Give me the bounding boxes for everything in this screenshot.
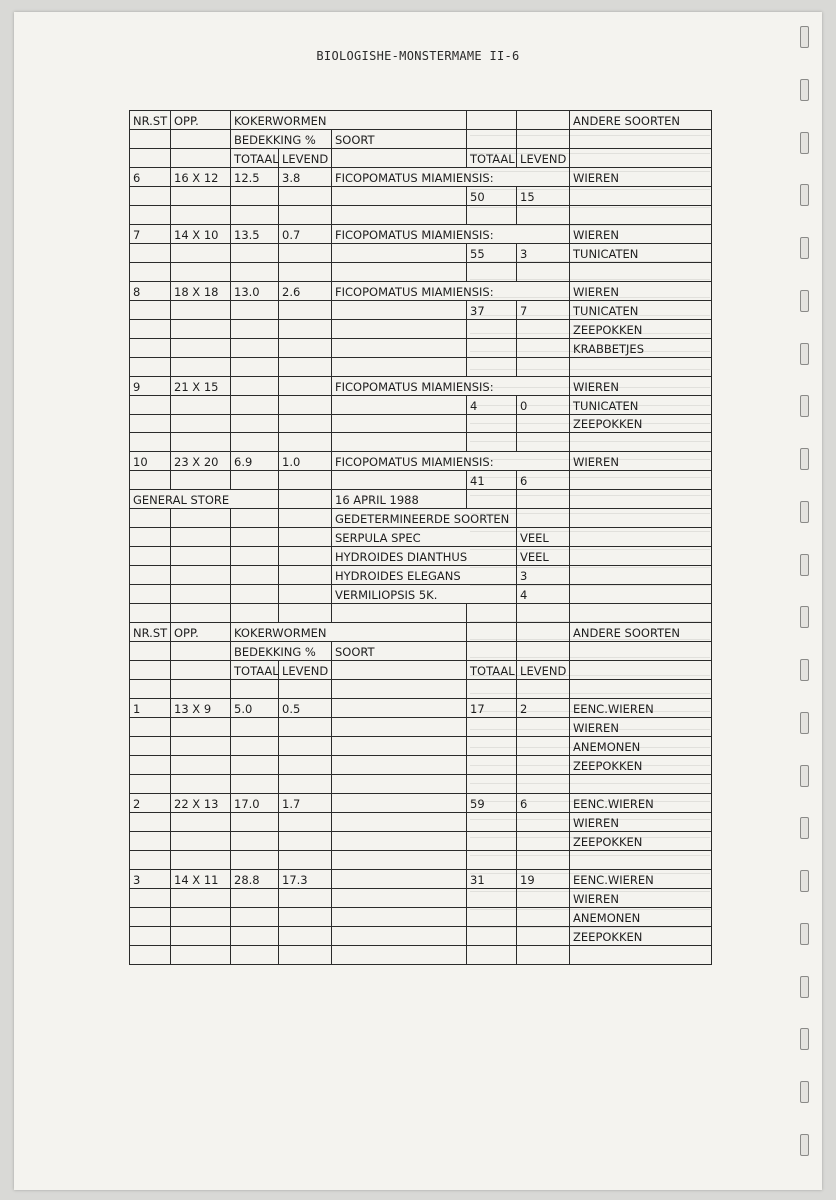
- soort-name: FICOPOMATUS MIAMIENSIS:: [332, 452, 570, 471]
- header-totaal: TOTAAL: [231, 661, 279, 680]
- station-nr: 3: [130, 869, 171, 888]
- header-levend: LEVEND: [279, 148, 332, 167]
- table-row: [130, 243, 712, 262]
- count-levend: 7: [517, 300, 570, 319]
- station-opp: 14 X 11: [171, 869, 231, 888]
- binder-holes: [800, 26, 814, 1156]
- andere-soort: EENC.WIEREN: [570, 869, 712, 888]
- andere-soort: ZEEPOKKEN: [570, 319, 712, 338]
- table-row: [130, 224, 712, 243]
- table-row: [130, 490, 712, 509]
- table-row: [130, 338, 712, 357]
- table-row: [130, 262, 712, 281]
- andere-soort: ZEEPOKKEN: [570, 755, 712, 774]
- table-row: [130, 528, 712, 547]
- table-row: [130, 774, 712, 793]
- station-opp: 16 X 12: [171, 167, 231, 186]
- bedekking-totaal: 13.5: [231, 224, 279, 243]
- andere-soort: WIEREN: [570, 888, 712, 907]
- count-levend: 0: [517, 395, 570, 414]
- table-row: [130, 812, 712, 831]
- species-name: HYDROIDES DIANTHUS: [332, 547, 517, 566]
- station-nr: 9: [130, 376, 171, 395]
- bedekking-levend: 2.6: [279, 281, 332, 300]
- count-totaal: 55: [467, 243, 517, 262]
- count-totaal: 50: [467, 186, 517, 205]
- table-row: [130, 926, 712, 945]
- count-levend: 2: [517, 699, 570, 718]
- bedekking-totaal: 6.9: [231, 452, 279, 471]
- station-opp: 13 X 9: [171, 699, 231, 718]
- table-row: [130, 414, 712, 433]
- andere-soort: WIEREN: [570, 452, 712, 471]
- table-row: [130, 319, 712, 338]
- andere-soort: ANEMONEN: [570, 907, 712, 926]
- page-title: BIOLOGISHE-MONSTERMAME II-6: [316, 49, 520, 63]
- table-row: [130, 585, 712, 604]
- species-count: VEEL: [517, 528, 570, 547]
- count-totaal: 31: [467, 869, 517, 888]
- station-nr: 7: [130, 224, 171, 243]
- table-row: [130, 793, 712, 812]
- header-nr-st: NR.ST: [130, 623, 171, 642]
- andere-soort: WIEREN: [570, 281, 712, 300]
- bedekking-levend: 1.7: [279, 793, 332, 812]
- andere-soort: TUNICATEN: [570, 243, 712, 262]
- andere-soort: WIEREN: [570, 718, 712, 737]
- station-nr: 2: [130, 793, 171, 812]
- bedekking-totaal: 28.8: [231, 869, 279, 888]
- table-row: [130, 718, 712, 737]
- header-levend: LEVEND: [517, 661, 570, 680]
- andere-soort: WIEREN: [570, 167, 712, 186]
- header-soort: SOORT: [332, 129, 467, 148]
- bedekking-levend: 0.5: [279, 699, 332, 718]
- species-count: 3: [517, 566, 570, 585]
- species-count: VEEL: [517, 547, 570, 566]
- station-opp: 22 X 13: [171, 793, 231, 812]
- bedekking-levend: 17.3: [279, 869, 332, 888]
- header-totaal: TOTAAL: [467, 661, 517, 680]
- table-row: [130, 831, 712, 850]
- species-name: VERMILIOPSIS 5K.: [332, 585, 517, 604]
- species-count: 4: [517, 585, 570, 604]
- bedekking-levend: 3.8: [279, 167, 332, 186]
- general-store-label: GENERAL STORE: [130, 490, 279, 509]
- station-nr: 8: [130, 281, 171, 300]
- table-row: [130, 205, 712, 224]
- table-row: [130, 736, 712, 755]
- header-totaal: TOTAAL: [231, 148, 279, 167]
- count-levend: 19: [517, 869, 570, 888]
- station-opp: 14 X 10: [171, 224, 231, 243]
- bedekking-totaal: 17.0: [231, 793, 279, 812]
- andere-soort: ZEEPOKKEN: [570, 831, 712, 850]
- andere-soort: ZEEPOKKEN: [570, 414, 712, 433]
- andere-soort: TUNICATEN: [570, 395, 712, 414]
- andere-soort: ANEMONEN: [570, 736, 712, 755]
- table-row: [130, 376, 712, 395]
- header-levend: LEVEND: [279, 661, 332, 680]
- count-levend: 3: [517, 243, 570, 262]
- andere-soort: EENC.WIEREN: [570, 793, 712, 812]
- header-soort: SOORT: [332, 642, 467, 661]
- table-row: [130, 566, 712, 585]
- table-row: [130, 509, 712, 528]
- station-nr: 6: [130, 167, 171, 186]
- table-row: [130, 623, 712, 642]
- header-totaal: TOTAAL: [467, 148, 517, 167]
- table-row: [130, 755, 712, 774]
- count-totaal: 59: [467, 793, 517, 812]
- general-store-date: 16 APRIL 1988: [332, 490, 467, 509]
- andere-soort: TUNICATEN: [570, 300, 712, 319]
- bedekking-levend: 1.0: [279, 452, 332, 471]
- soort-name: FICOPOMATUS MIAMIENSIS:: [332, 376, 570, 395]
- count-levend: 6: [517, 471, 570, 490]
- table-row: [130, 111, 712, 130]
- table-row: [130, 281, 712, 300]
- count-levend: 15: [517, 186, 570, 205]
- soort-name: FICOPOMATUS MIAMIENSIS:: [332, 167, 570, 186]
- header-kokerwormen: KOKERWORMEN: [231, 111, 467, 130]
- table-row: [130, 699, 712, 718]
- bedekking-totaal: 12.5: [231, 167, 279, 186]
- table-row: [130, 888, 712, 907]
- station-nr: 10: [130, 452, 171, 471]
- andere-soort: WIEREN: [570, 224, 712, 243]
- count-totaal: 4: [467, 395, 517, 414]
- table-row: [130, 300, 712, 319]
- bedekking-levend: 0.7: [279, 224, 332, 243]
- count-totaal: 41: [467, 471, 517, 490]
- count-totaal: 37: [467, 300, 517, 319]
- table-row: [130, 129, 712, 148]
- table-row: [130, 547, 712, 566]
- table-row: [130, 357, 712, 376]
- station-opp: 18 X 18: [171, 281, 231, 300]
- andere-soort: KRABBETJES: [570, 338, 712, 357]
- species-heading: GEDETERMINEERDE SOORTEN: [332, 509, 517, 528]
- header-andere-soorten: ANDERE SOORTEN: [570, 111, 712, 130]
- table-row: [130, 850, 712, 869]
- species-name: SERPULA SPEC: [332, 528, 517, 547]
- count-totaal: 17: [467, 699, 517, 718]
- table-row: [130, 604, 712, 623]
- header-bedekking: BEDEKKING %: [231, 642, 332, 661]
- table-row: [130, 945, 712, 964]
- table-row: [130, 433, 712, 452]
- header-nr-st: NR.ST: [130, 111, 171, 130]
- andere-soort: WIEREN: [570, 376, 712, 395]
- station-opp: 21 X 15: [171, 376, 231, 395]
- sample-table: [129, 110, 712, 965]
- table-row: [130, 471, 712, 490]
- table-row: [130, 186, 712, 205]
- header-kokerwormen: KOKERWORMEN: [231, 623, 467, 642]
- count-levend: 6: [517, 793, 570, 812]
- header-levend: LEVEND: [517, 148, 570, 167]
- andere-soort: ZEEPOKKEN: [570, 926, 712, 945]
- bedekking-totaal: 5.0: [231, 699, 279, 718]
- soort-name: FICOPOMATUS MIAMIENSIS:: [332, 224, 570, 243]
- table-row: [130, 680, 712, 699]
- soort-name: FICOPOMATUS MIAMIENSIS:: [332, 281, 570, 300]
- table-row: [130, 395, 712, 414]
- andere-soort: EENC.WIEREN: [570, 699, 712, 718]
- species-name: HYDROIDES ELEGANS: [332, 566, 517, 585]
- header-opp: OPP.: [171, 623, 231, 642]
- station-nr: 1: [130, 699, 171, 718]
- table-row: [130, 148, 712, 167]
- header-opp: OPP.: [171, 111, 231, 130]
- table-row: [130, 869, 712, 888]
- table-row: [130, 642, 712, 661]
- bedekking-totaal: 13.0: [231, 281, 279, 300]
- table-row: [130, 907, 712, 926]
- header-bedekking: BEDEKKING %: [231, 129, 332, 148]
- table-row: [130, 452, 712, 471]
- andere-soort: WIEREN: [570, 812, 712, 831]
- station-opp: 23 X 20: [171, 452, 231, 471]
- header-andere-soorten: ANDERE SOORTEN: [570, 623, 712, 642]
- table-row: [130, 661, 712, 680]
- table-row: [130, 167, 712, 186]
